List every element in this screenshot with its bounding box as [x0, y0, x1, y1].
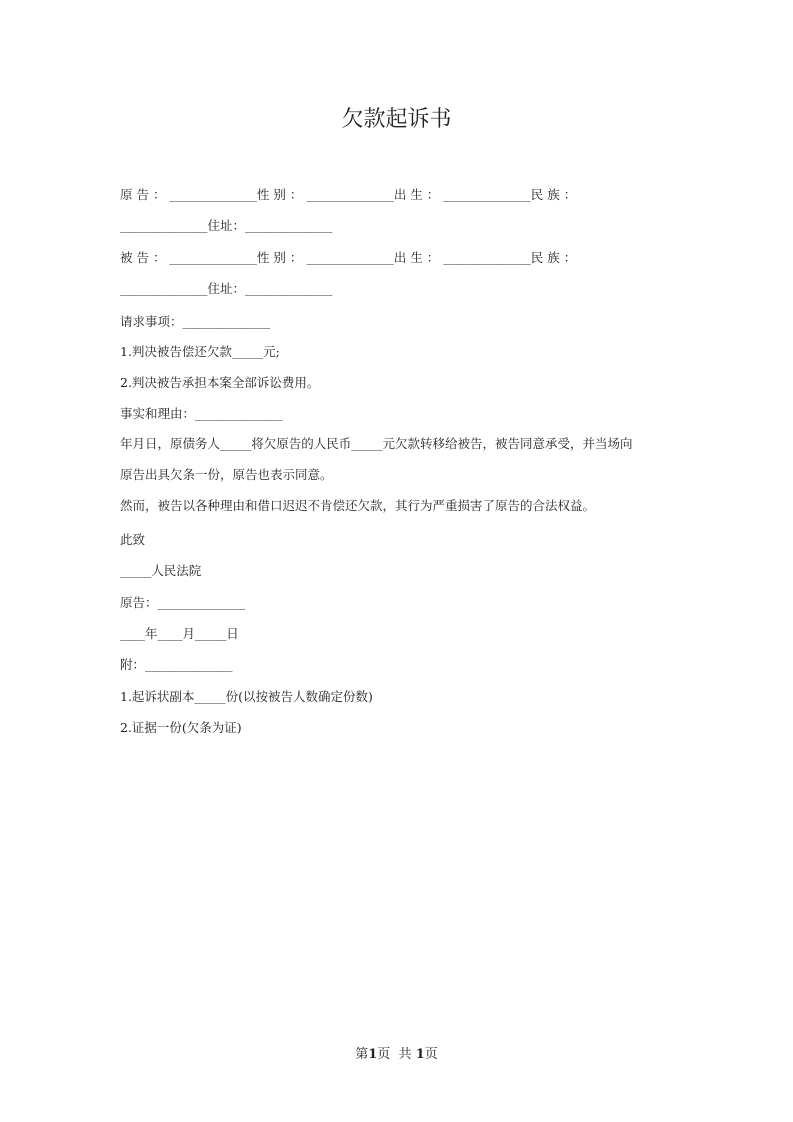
claims-heading: 请求事项：______________ — [120, 314, 271, 329]
salutation: 此致 — [120, 532, 146, 547]
facts-paragraph: 然而，被告以各种理由和借口迟迟不肯偿还欠款，其行为严重损害了原告的合法权益。 — [120, 498, 596, 513]
defendant-address-line: ______________住址：______________ — [120, 281, 333, 296]
page-footer — [0, 1043, 793, 1062]
attachment-item: 1.起诉状副本_____份(以按被告人数确定份数) — [120, 689, 373, 704]
facts-paragraph: 原告出具欠条一份，原告也表示同意。 — [120, 467, 333, 482]
defendant-info-line: 被 告 ： ______________性 别 ： ______________出 生 ： ______________民 族 ： — [120, 250, 577, 265]
plaintiff-info-line — [120, 187, 673, 203]
footer-text: 页 — [424, 1047, 438, 1062]
attachment-item: 2.证据一份(欠条为证) — [120, 720, 242, 735]
claim-item: 1.判决被告偿还欠款_____元; — [120, 344, 280, 359]
plaintiff-address-line: ______________住址：______________ — [120, 218, 333, 233]
footer-text: 页 共 — [377, 1047, 416, 1062]
footer-text: 第 — [355, 1047, 369, 1062]
signature-line: 原告：______________ — [120, 595, 246, 610]
document-title: 欠款起诉书 — [341, 107, 452, 132]
date-line: ____年____月_____日 — [120, 626, 239, 641]
attachment-heading: 附：______________ — [120, 657, 233, 672]
text-line: 原 告 ： ______________性 别 ： ______________出 生 ： ______________民 族 ： — [120, 187, 577, 202]
facts-paragraph: 年月日，原债务人_____将欠原告的人民币_____元欠款转移给被告，被告同意承受，并当场向 — [120, 436, 633, 451]
claim-item: 2.判决被告承担本案全部诉讼费用。 — [120, 375, 320, 390]
court-line: _____人民法院 — [120, 563, 202, 578]
total-pages: 1 — [415, 1047, 425, 1062]
page-number: 1 — [368, 1047, 378, 1062]
facts-heading: 事实和理由：______________ — [120, 406, 283, 421]
